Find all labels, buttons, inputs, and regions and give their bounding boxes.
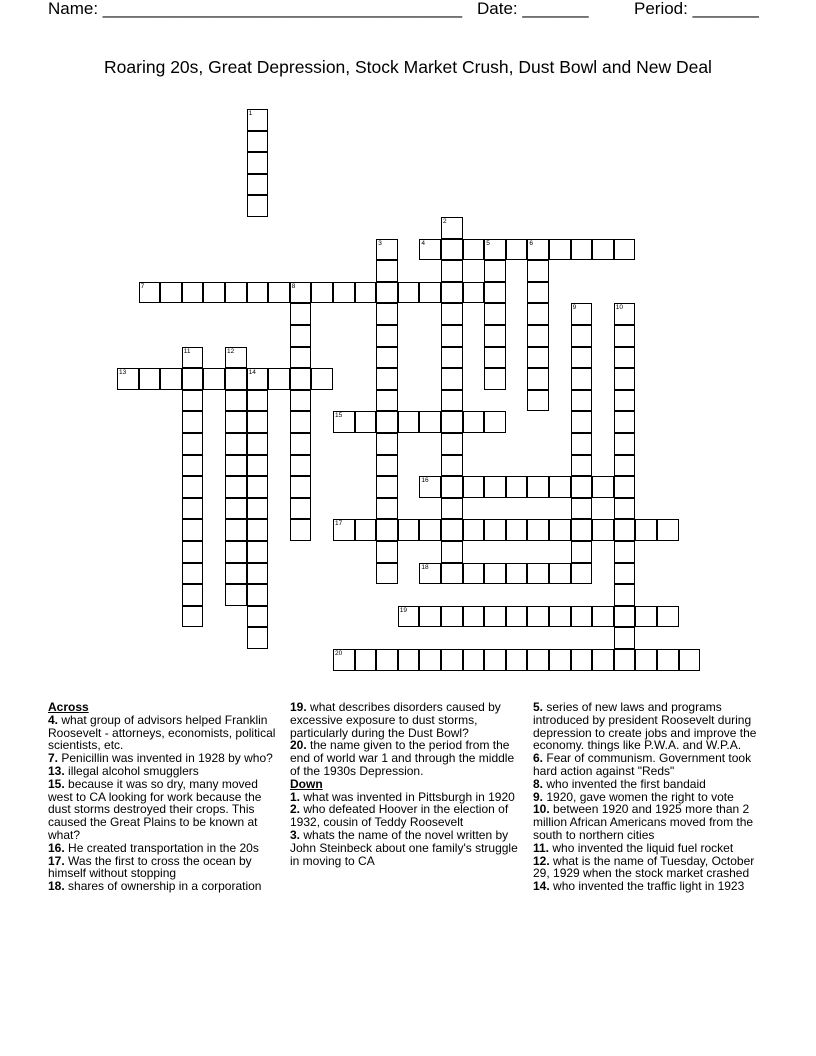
grid-cell[interactable] xyxy=(441,476,463,498)
grid-cell[interactable] xyxy=(376,390,398,412)
grid-cell[interactable] xyxy=(225,390,247,412)
grid-cell[interactable] xyxy=(549,649,571,671)
grid-cell[interactable] xyxy=(441,390,463,412)
grid-cell[interactable] xyxy=(463,606,485,628)
grid-cell[interactable] xyxy=(614,649,636,671)
grid-cell[interactable] xyxy=(311,282,333,304)
grid-cell[interactable] xyxy=(398,649,420,671)
clue-column-2 xyxy=(290,701,522,867)
clue-down-8: 8. who invented the first bandaid xyxy=(533,776,706,791)
clue-number: 20 xyxy=(335,650,343,657)
grid-cell[interactable] xyxy=(268,368,290,390)
grid-cell[interactable] xyxy=(182,498,204,520)
grid-cell[interactable] xyxy=(592,606,614,628)
grid-cell[interactable] xyxy=(549,563,571,585)
grid-cell[interactable] xyxy=(225,282,247,304)
grid-cell[interactable] xyxy=(614,325,636,347)
grid-cell[interactable] xyxy=(376,260,398,282)
clue-down-2: 2. who defeated Hoover in the election of 1932, cousin of Teddy Roosevelt xyxy=(290,802,509,830)
grid-cell[interactable] xyxy=(571,239,593,261)
grid-cell[interactable] xyxy=(225,455,247,477)
grid-cell[interactable] xyxy=(571,476,593,498)
grid-cell[interactable] xyxy=(419,411,441,433)
grid-cell[interactable] xyxy=(484,368,506,390)
grid-cell[interactable] xyxy=(441,455,463,477)
grid-cell[interactable] xyxy=(247,519,269,541)
clue-down-3: 3. whats the name of the novel written by John Steinbeck about one family's struggle in moving to CA xyxy=(290,827,518,868)
grid-cell[interactable] xyxy=(376,347,398,369)
grid-cell[interactable] xyxy=(290,411,312,433)
grid-cell[interactable] xyxy=(182,584,204,606)
grid-cell[interactable] xyxy=(614,411,636,433)
grid-cell[interactable] xyxy=(247,368,269,390)
grid-cell[interactable] xyxy=(376,433,398,455)
grid-cell[interactable] xyxy=(203,282,225,304)
grid-cell[interactable] xyxy=(441,347,463,369)
grid-cell[interactable] xyxy=(571,541,593,563)
grid-cell[interactable] xyxy=(182,519,204,541)
grid-cell[interactable] xyxy=(247,606,269,628)
grid-cell[interactable] xyxy=(225,411,247,433)
grid-cell[interactable] xyxy=(398,282,420,304)
clue-number: 18 xyxy=(421,563,429,571)
clue-number: 5 xyxy=(486,239,490,247)
grid-cell[interactable] xyxy=(441,649,463,671)
grid-cell[interactable] xyxy=(484,260,506,282)
grid-cell[interactable] xyxy=(203,368,225,390)
grid-cell[interactable] xyxy=(419,606,441,628)
grid-cell[interactable] xyxy=(484,347,506,369)
grid-cell[interactable] xyxy=(571,498,593,520)
clue-column-1 xyxy=(48,701,284,893)
grid-cell[interactable] xyxy=(614,476,636,498)
grid-cell[interactable] xyxy=(398,411,420,433)
grid-cell[interactable] xyxy=(441,498,463,520)
clue-number: 16 xyxy=(421,477,429,485)
grid-cell[interactable] xyxy=(290,498,312,520)
clue-down-11: 11. who invented the liquid fuel rocket xyxy=(533,840,734,855)
grid-cell[interactable] xyxy=(484,606,506,628)
grid-cell[interactable] xyxy=(419,649,441,671)
grid-cell[interactable] xyxy=(419,239,441,261)
grid-cell[interactable] xyxy=(614,627,636,649)
grid-cell[interactable] xyxy=(247,174,269,196)
name-field[interactable]: Name: ______________________________________ xyxy=(48,0,463,18)
clue-number: 13 xyxy=(119,369,127,377)
grid-cell[interactable] xyxy=(290,455,312,477)
grid-cell[interactable] xyxy=(225,563,247,585)
grid-cell[interactable] xyxy=(614,498,636,520)
grid-cell[interactable] xyxy=(527,649,549,671)
grid-cell[interactable] xyxy=(247,627,269,649)
grid-cell[interactable] xyxy=(463,519,485,541)
grid-cell[interactable] xyxy=(441,260,463,282)
grid-cell[interactable] xyxy=(441,541,463,563)
grid-cell[interactable] xyxy=(182,606,204,628)
grid-cell[interactable] xyxy=(614,563,636,585)
clue-number: 6 xyxy=(529,239,534,247)
grid-cell[interactable] xyxy=(290,368,312,390)
grid-cell[interactable] xyxy=(290,519,312,541)
grid-cell[interactable] xyxy=(635,649,657,671)
grid-cell[interactable] xyxy=(290,303,312,325)
clue-number: 1 xyxy=(248,110,253,117)
grid-cell[interactable] xyxy=(527,563,549,585)
clue-down-9: 9. 1920, gave women the right to vote xyxy=(533,789,734,804)
grid-cell[interactable] xyxy=(614,519,636,541)
grid-cell[interactable] xyxy=(333,411,355,433)
grid-cell[interactable] xyxy=(376,649,398,671)
grid-cell[interactable] xyxy=(463,649,485,671)
grid-cell[interactable] xyxy=(463,239,485,261)
grid-cell[interactable] xyxy=(441,239,463,261)
grid-cell[interactable] xyxy=(506,563,528,585)
clue-number: 10 xyxy=(615,304,624,312)
grid-cell[interactable] xyxy=(247,411,269,433)
grid-cell[interactable] xyxy=(592,476,614,498)
grid-cell[interactable] xyxy=(571,433,593,455)
grid-cell[interactable] xyxy=(182,347,204,369)
clue-across-19: 19. what describes disorders caused by excessive exposure to dust storms, particularly during the Dust Bowl? xyxy=(290,700,501,740)
grid-cell[interactable] xyxy=(592,239,614,261)
grid-cell[interactable] xyxy=(419,563,441,585)
grid-cell[interactable] xyxy=(160,368,182,390)
grid-cell[interactable] xyxy=(549,606,571,628)
grid-cell[interactable] xyxy=(139,282,161,304)
across-heading: Across xyxy=(48,700,89,714)
grid-cell[interactable] xyxy=(225,368,247,390)
clue-across-17: 17. Was the first to cross the ocean by himself without stopping xyxy=(48,853,252,881)
grid-cell[interactable] xyxy=(290,347,312,369)
grid-cell[interactable] xyxy=(592,519,614,541)
page-title: Roaring 20s, Great Depression, Stock Market Crush, Dust Bowl and New Deal xyxy=(104,57,712,77)
grid-cell[interactable] xyxy=(333,282,355,304)
grid-cell[interactable] xyxy=(527,239,549,261)
grid-cell[interactable] xyxy=(463,563,485,585)
grid-cell[interactable] xyxy=(484,649,506,671)
period-field[interactable]: Period: _______ xyxy=(634,0,759,18)
clue-across-16: 16. He created transportation in the 20s xyxy=(48,840,259,855)
grid-cell[interactable] xyxy=(290,390,312,412)
grid-cell[interactable] xyxy=(463,411,485,433)
grid-cell[interactable] xyxy=(571,325,593,347)
grid-cell[interactable] xyxy=(527,390,549,412)
grid-cell[interactable] xyxy=(527,325,549,347)
grid-cell[interactable] xyxy=(225,541,247,563)
grid-cell[interactable] xyxy=(182,433,204,455)
grid-cell[interactable] xyxy=(182,541,204,563)
grid-cell[interactable] xyxy=(484,325,506,347)
grid-cell[interactable] xyxy=(247,195,269,217)
clue-down-14: 14. who invented the traffic light in 1923 xyxy=(533,879,745,894)
clue-across-4: 4. what group of advisors helped Franklin Roosevelt - attorneys, economists, political scientists, etc. xyxy=(48,712,276,753)
grid-cell[interactable] xyxy=(419,282,441,304)
grid-cell[interactable] xyxy=(290,476,312,498)
grid-cell[interactable] xyxy=(571,563,593,585)
grid-cell[interactable] xyxy=(376,303,398,325)
grid-cell[interactable] xyxy=(571,303,593,325)
grid-cell[interactable] xyxy=(160,282,182,304)
grid-cell[interactable] xyxy=(139,368,161,390)
clue-number: 4 xyxy=(421,239,426,247)
grid-cell[interactable] xyxy=(484,519,506,541)
grid-cell[interactable] xyxy=(614,390,636,412)
grid-cell[interactable] xyxy=(527,282,549,304)
grid-cell[interactable] xyxy=(571,649,593,671)
grid-cell[interactable] xyxy=(182,411,204,433)
grid-cell[interactable] xyxy=(117,368,139,390)
grid-cell[interactable] xyxy=(268,282,290,304)
grid-cell[interactable] xyxy=(592,649,614,671)
grid-cell[interactable] xyxy=(182,476,204,498)
grid-cell[interactable] xyxy=(571,347,593,369)
grid-cell[interactable] xyxy=(549,476,571,498)
grid-cell[interactable] xyxy=(247,390,269,412)
clue-across-18: 18. shares of ownership in a corporation xyxy=(48,879,262,894)
clue-column-3 xyxy=(533,701,771,893)
clue-down-12: 12. what is the name of Tuesday, October 29, 1929 when the stock market crashed xyxy=(533,853,755,881)
grid-cell[interactable] xyxy=(571,368,593,390)
grid-cell[interactable] xyxy=(484,303,506,325)
grid-cell[interactable] xyxy=(182,368,204,390)
grid-cell[interactable] xyxy=(376,282,398,304)
grid-cell[interactable] xyxy=(225,498,247,520)
date-field[interactable]: Date: _______ xyxy=(477,0,589,18)
grid-cell[interactable] xyxy=(247,152,269,174)
grid-cell[interactable] xyxy=(635,606,657,628)
grid-cell[interactable] xyxy=(463,282,485,304)
clue-across-7: 7. Penicillin was invented in 1928 by who? xyxy=(48,751,273,766)
clue-down-1: 1. what was invented in Pittsburgh in 1920 xyxy=(290,789,515,804)
clue-number: 12 xyxy=(227,347,235,355)
grid-cell[interactable] xyxy=(376,476,398,498)
clue-across-20: 20. the name given to the period from the end of world war 1 and through the middle of the 1930s Depression. xyxy=(290,738,515,778)
grid-cell[interactable] xyxy=(571,606,593,628)
grid-cell[interactable] xyxy=(376,411,398,433)
grid-cell[interactable] xyxy=(441,368,463,390)
grid-cell[interactable] xyxy=(657,606,679,628)
grid-cell[interactable] xyxy=(376,325,398,347)
grid-cell[interactable] xyxy=(290,282,312,304)
grid-cell[interactable] xyxy=(398,606,420,628)
grid-cell[interactable] xyxy=(614,368,636,390)
clue-number: 3 xyxy=(378,239,382,247)
grid-cell[interactable] xyxy=(614,347,636,369)
grid-cell[interactable] xyxy=(441,606,463,628)
clue-down-6: 6. Fear of communism. Government took hard action against "Reds" xyxy=(533,751,752,778)
grid-cell[interactable] xyxy=(614,606,636,628)
grid-cell[interactable] xyxy=(635,519,657,541)
grid-cell[interactable] xyxy=(614,433,636,455)
grid-cell[interactable] xyxy=(506,519,528,541)
grid-cell[interactable] xyxy=(419,519,441,541)
grid-cell[interactable] xyxy=(182,455,204,477)
grid-cell[interactable] xyxy=(182,282,204,304)
grid-cell[interactable] xyxy=(376,368,398,390)
grid-cell[interactable] xyxy=(247,455,269,477)
clue-across-15: 15. because it was so dry, many moved west to CA looking for work because the dust storms destroyed their crops. This caused the Great Plains to be known at what? xyxy=(48,776,262,842)
grid-cell[interactable] xyxy=(441,325,463,347)
grid-cell[interactable] xyxy=(441,282,463,304)
grid-cell[interactable] xyxy=(506,649,528,671)
grid-cell[interactable] xyxy=(657,649,679,671)
grid-cell[interactable] xyxy=(290,433,312,455)
grid-cell[interactable] xyxy=(484,476,506,498)
grid-cell[interactable] xyxy=(527,260,549,282)
grid-cell[interactable] xyxy=(376,519,398,541)
clue-number: 8 xyxy=(291,282,296,290)
grid-cell[interactable] xyxy=(247,476,269,498)
grid-cell[interactable] xyxy=(506,239,528,261)
grid-cell[interactable] xyxy=(376,455,398,477)
grid-cell[interactable] xyxy=(571,411,593,433)
grid-cell[interactable] xyxy=(463,476,485,498)
grid-cell[interactable] xyxy=(225,584,247,606)
down-heading: Down xyxy=(290,776,323,791)
grid-cell[interactable] xyxy=(679,649,701,671)
grid-cell[interactable] xyxy=(311,368,333,390)
grid-cell[interactable] xyxy=(441,433,463,455)
grid-cell[interactable] xyxy=(527,347,549,369)
clue-number: 9 xyxy=(572,304,577,312)
grid-cell[interactable] xyxy=(441,303,463,325)
grid-cell[interactable] xyxy=(614,584,636,606)
grid-cell[interactable] xyxy=(484,563,506,585)
grid-cell[interactable] xyxy=(527,368,549,390)
grid-cell[interactable] xyxy=(333,519,355,541)
grid-cell[interactable] xyxy=(355,282,377,304)
grid-cell[interactable] xyxy=(376,239,398,261)
clue-number: 7 xyxy=(140,282,145,290)
grid-cell[interactable] xyxy=(419,476,441,498)
grid-cell[interactable] xyxy=(247,563,269,585)
grid-cell[interactable] xyxy=(376,541,398,563)
grid-cell[interactable] xyxy=(355,411,377,433)
grid-cell[interactable] xyxy=(441,217,463,239)
grid-cell[interactable] xyxy=(614,455,636,477)
clue-down-10: 10. between 1920 and 1925 more than 2 million African Americans moved from the south to northern cities xyxy=(533,802,754,842)
grid-cell[interactable] xyxy=(290,325,312,347)
grid-cell[interactable] xyxy=(225,519,247,541)
grid-cell[interactable] xyxy=(398,519,420,541)
grid-cell[interactable] xyxy=(225,433,247,455)
grid-cell[interactable] xyxy=(225,476,247,498)
grid-cell[interactable] xyxy=(376,563,398,585)
clue-down-5: 5. series of new laws and programs introduced by president Roosevelt during depression to create jobs and improve the economy. things like P.W.A. and W.P.A. xyxy=(533,700,757,753)
grid-cell[interactable] xyxy=(527,519,549,541)
grid-cell[interactable] xyxy=(571,390,593,412)
grid-cell[interactable] xyxy=(225,347,247,369)
clue-across-13: 13. illegal alcohol smugglers xyxy=(48,763,199,778)
grid-cell[interactable] xyxy=(247,131,269,153)
clue-number: 17 xyxy=(335,520,343,528)
grid-cell[interactable] xyxy=(549,239,571,261)
grid-cell[interactable] xyxy=(506,476,528,498)
clue-number: 11 xyxy=(183,347,191,355)
grid-cell[interactable] xyxy=(484,411,506,433)
grid-cell[interactable] xyxy=(484,282,506,304)
clue-number: 15 xyxy=(335,412,343,420)
grid-cell[interactable] xyxy=(355,519,377,541)
clue-number: 2 xyxy=(443,218,447,225)
grid-cell[interactable] xyxy=(247,584,269,606)
grid-cell[interactable] xyxy=(441,563,463,585)
grid-cell[interactable] xyxy=(527,303,549,325)
clue-number: 14 xyxy=(248,369,256,377)
grid-cell[interactable] xyxy=(614,303,636,325)
grid-cell[interactable] xyxy=(484,239,506,261)
grid-cell[interactable] xyxy=(614,541,636,563)
grid-cell[interactable] xyxy=(247,498,269,520)
grid-cell[interactable] xyxy=(527,476,549,498)
grid-cell[interactable] xyxy=(506,606,528,628)
grid-cell[interactable] xyxy=(549,519,571,541)
grid-cell[interactable] xyxy=(571,455,593,477)
grid-cell[interactable] xyxy=(614,239,636,261)
grid-cell[interactable] xyxy=(182,563,204,585)
grid-cell[interactable] xyxy=(247,109,269,131)
grid-cell[interactable] xyxy=(247,541,269,563)
grid-cell[interactable] xyxy=(527,606,549,628)
grid-cell[interactable] xyxy=(333,649,355,671)
grid-cell[interactable] xyxy=(355,649,377,671)
grid-cell[interactable] xyxy=(441,411,463,433)
grid-cell[interactable] xyxy=(441,519,463,541)
grid-cell[interactable] xyxy=(247,282,269,304)
clue-number: 19 xyxy=(399,606,408,614)
grid-cell[interactable] xyxy=(376,498,398,520)
grid-cell[interactable] xyxy=(247,433,269,455)
grid-cell[interactable] xyxy=(657,519,679,541)
grid-cell[interactable] xyxy=(571,519,593,541)
grid-cell[interactable] xyxy=(182,390,204,412)
